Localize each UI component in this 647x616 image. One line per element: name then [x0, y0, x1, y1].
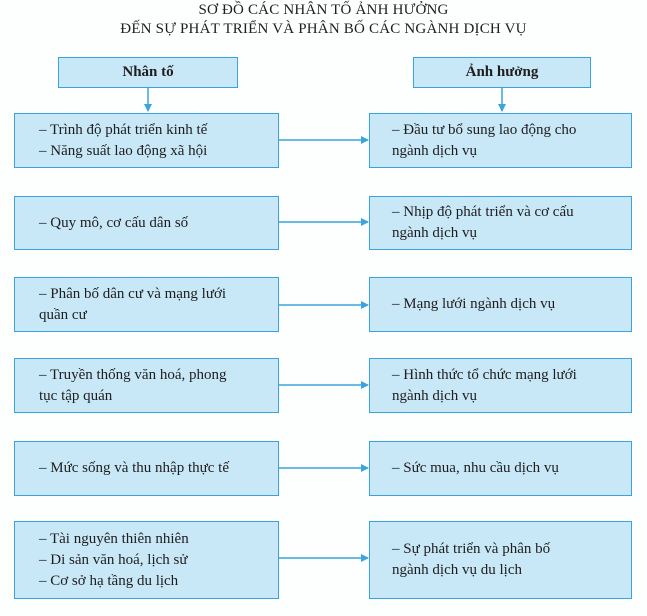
effect-box-1 [369, 113, 632, 168]
effect-box-3 [369, 277, 632, 332]
effect-2-line-1: – Nhịp độ phát triển và cơ cấu [392, 204, 574, 220]
factor-4-line-1: – Truyền thống văn hoá, phong [39, 366, 227, 383]
diagram-title-line2: ĐẾN SỰ PHÁT TRIỂN VÀ PHÂN BỐ CÁC NGÀNH DỊCH VỤ [120, 21, 527, 37]
effect-4-line-2: ngành dịch vụ [392, 387, 477, 404]
factor-6-line-1: – Tài nguyên thiên nhiên [39, 530, 189, 547]
factor-3-line-2: quần cư [39, 306, 87, 323]
factor-6-line-3: – Cơ sở hạ tầng du lịch [39, 572, 179, 589]
effect-box-6 [369, 521, 632, 599]
factor-box-2 [14, 196, 279, 250]
diagram-title-line1: SƠ ĐỒ CÁC NHÂN TỐ ẢNH HƯỞNG [198, 2, 449, 18]
effect-box-5 [369, 441, 632, 496]
factor-2-line-1: – Quy mô, cơ cấu dân số [39, 214, 189, 231]
effect-box-2 [369, 196, 632, 250]
effect-6-line-1: – Sự phát triển và phân bố [392, 541, 551, 557]
factor-box-3 [14, 277, 279, 332]
effect-2-line-2: ngành dịch vụ [392, 225, 477, 241]
effect-6-line-2: ngành dịch vụ du lịch [392, 562, 522, 578]
factor-box-6 [14, 521, 279, 599]
factor-1-line-1: – Trình độ phát triển kinh tế [39, 121, 208, 138]
effect-1-line-1: – Đầu tư bổ sung lao động cho [392, 121, 577, 138]
factor-5-line-1: – Mức sống và thu nhập thực tế [39, 460, 229, 476]
header-factor: Nhân tố [58, 57, 238, 88]
factor-6-line-2: – Di sản văn hoá, lịch sử [39, 551, 188, 568]
factor-box-4 [14, 358, 279, 413]
factor-1-line-2: – Năng suất lao động xã hội [39, 142, 208, 159]
factor-box-5 [14, 441, 279, 496]
effect-1-line-2: ngành dịch vụ [392, 142, 477, 159]
header-effect: Ảnh hưởng [413, 57, 591, 88]
effect-4-line-1: – Hình thức tổ chức mạng lưới [392, 366, 577, 383]
effect-box-4 [369, 358, 632, 413]
effect-3-line-1: – Mạng lưới ngành dịch vụ [392, 296, 556, 312]
factor-box-1 [14, 113, 279, 168]
factor-4-line-2: tục tập quán [39, 387, 113, 404]
factor-3-line-1: – Phân bố dân cư và mạng lưới [39, 285, 227, 302]
effect-5-line-1: – Sức mua, nhu cầu dịch vụ [392, 460, 559, 476]
